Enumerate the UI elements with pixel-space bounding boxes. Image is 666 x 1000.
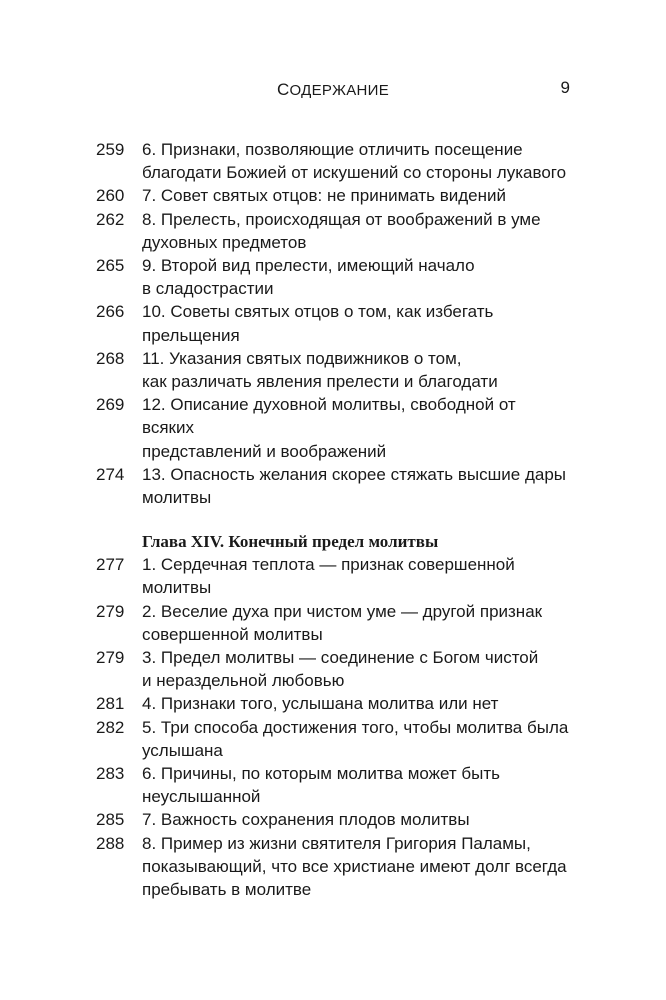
toc-entry-title: 10. Советы святых отцов о том, как избегать прельщения <box>142 302 494 345</box>
toc-entry-title: 12. Описание духовной молитвы, свободной от всяких представлений и воображений <box>142 395 516 461</box>
toc-entry-page: 277 <box>96 555 125 575</box>
toc-entry <box>96 646 570 692</box>
toc-entry <box>96 184 570 207</box>
toc-entry <box>96 600 570 646</box>
page-number: 9 <box>560 78 570 97</box>
toc-entry-page: 259 <box>96 140 125 159</box>
running-title-rest: ОДЕРЖАНИЕ <box>289 82 390 99</box>
toc-entry-page: 282 <box>96 717 125 737</box>
toc-entry-title: 13. Опасность желания скорее стяжать высшие дары молитвы <box>142 464 566 508</box>
toc-entry-page: 283 <box>96 764 125 784</box>
running-title <box>96 80 570 100</box>
toc-entry <box>96 347 570 393</box>
toc-entry-title: 6. Причины, по которым молитва может быть неуслышанной <box>142 764 501 807</box>
toc-entry-page: 268 <box>96 348 125 368</box>
toc-entry-title: 3. Предел молитвы — соединение с Богом чистой и нераздельной любовью <box>142 648 539 691</box>
toc-entry <box>96 254 570 300</box>
toc-entry <box>96 762 570 808</box>
toc-entry-title: 8. Прелесть, происходящая от воображений в уме духовных предметов <box>142 209 541 252</box>
running-head <box>96 80 570 100</box>
toc-entry <box>96 808 570 831</box>
toc-entry-title: 11. Указания святых подвижников о том, как различать явления прелести и благодати <box>142 348 498 392</box>
toc-entry <box>96 300 570 346</box>
toc-entry-title: 7. Важность сохранения плодов молитвы <box>142 810 470 830</box>
toc-group-chapter-13 <box>96 138 570 509</box>
toc-entry <box>96 208 570 254</box>
toc-entry-page: 279 <box>96 648 125 668</box>
toc-entry-page: 266 <box>96 302 125 322</box>
toc-entry <box>96 716 570 762</box>
toc-entry-title: 2. Веселие духа при чистом уме — другой признак совершенной молитвы <box>142 601 543 644</box>
toc-entry-page: 260 <box>96 186 125 206</box>
running-title-initial: С <box>276 80 290 99</box>
toc-entry-page: 281 <box>96 694 125 714</box>
toc-entry-page: 274 <box>96 464 125 484</box>
toc-entry <box>96 832 570 902</box>
toc-entry <box>96 692 570 715</box>
toc-entry-page: 288 <box>96 833 125 853</box>
toc-group-chapter-14 <box>96 553 570 901</box>
toc-entry <box>96 393 570 463</box>
toc-entry-title: 4. Признаки того, услышана молитва или нет <box>142 694 499 714</box>
toc-entry-title: 9. Второй вид прелести, имеющий начало в сладострастии <box>142 256 475 299</box>
chapter-heading: Глава XIV. Конечный предел молитвы <box>142 532 439 552</box>
toc-entry-page: 262 <box>96 209 125 229</box>
toc-entry-title: 8. Пример из жизни святителя Григория Паламы, показывающий, что все христиане имеют долг всегда пребывать в молитве <box>142 833 567 900</box>
toc-entry-title: 5. Три способа достижения того, чтобы молитва была услышана <box>142 717 569 760</box>
toc-entry-page: 265 <box>96 256 125 276</box>
toc-entry-page: 279 <box>96 601 125 621</box>
toc-entry <box>96 463 570 509</box>
toc-entry-title: 6. Признаки, позволяющие отличить посещение благодати Божией от искушений со стороны лукавого <box>142 140 567 183</box>
toc-entry-title: 1. Сердечная теплота — признак совершенной молитвы <box>142 555 515 598</box>
toc-entry-page: 269 <box>96 395 125 415</box>
table-of-contents <box>96 138 570 901</box>
toc-entry-page: 285 <box>96 810 125 830</box>
toc-entry <box>96 138 570 184</box>
toc-entry <box>96 553 570 599</box>
toc-entry-title: 7. Совет святых отцов: не принимать видений <box>142 186 507 206</box>
